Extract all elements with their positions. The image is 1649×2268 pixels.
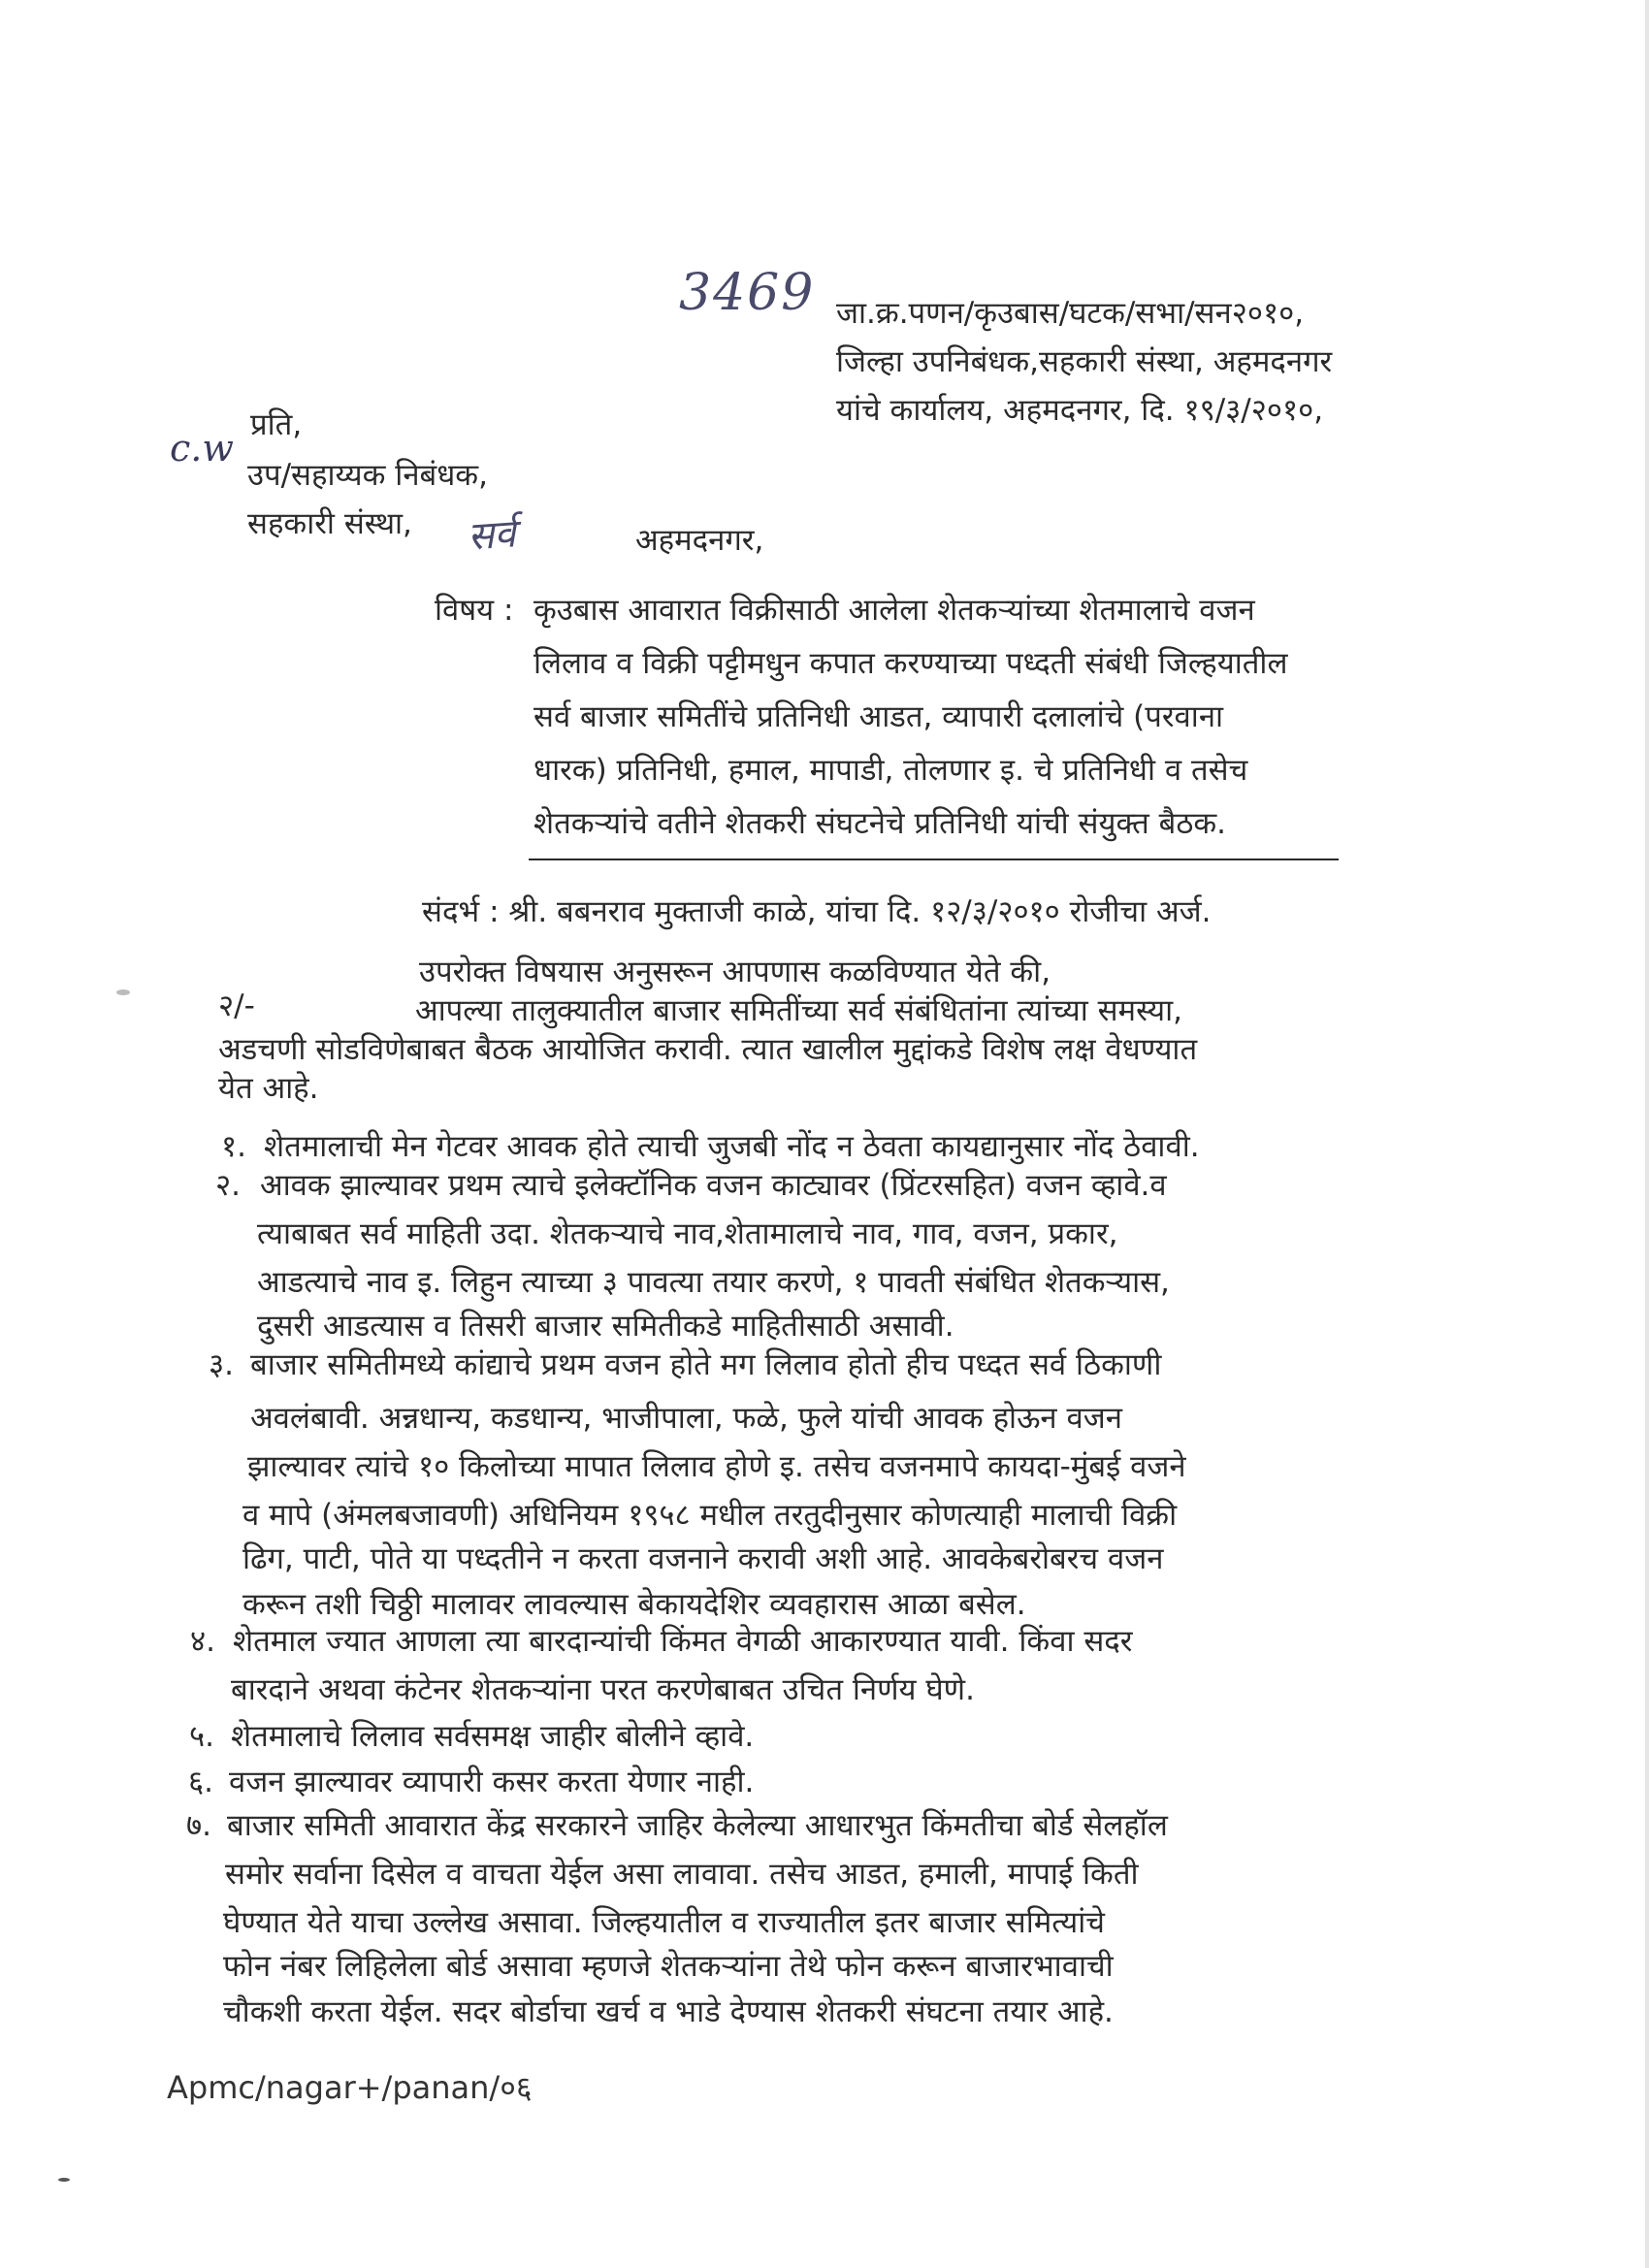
handwritten-inward-number: 3469: [679, 264, 816, 322]
point-number: ७.: [186, 1808, 211, 1843]
subject-line: शेतकऱ्यांचे वतीने शेतकरी संघटनेचे प्रतिनिधी यांची संयुक्त बैठक.: [534, 806, 1226, 841]
point-number: १.: [221, 1129, 246, 1164]
point-line: फोन नंबर लिहिलेला बोर्ड असावा म्हणजे शेतकऱ्यांना तेथे फोन करून बाजारभावाची: [223, 1949, 1114, 1984]
point-number: ६.: [188, 1765, 213, 1799]
point-line: करून तशी चिठ्ठी मालावर लावल्यास बेकायदेशिर व्यवहारास आळा बसेल.: [242, 1587, 1026, 1622]
point-number: ५.: [189, 1719, 214, 1754]
point-line: त्याबाबत सर्व माहिती उदा. शेतकऱ्याचे नाव,शेतामालाचे नाव, गाव, वजन, प्रकार,: [257, 1216, 1118, 1251]
recipient-city: अहमदनगर,: [635, 523, 764, 558]
point-line: दुसरी आडत्यास व तिसरी बाजार समितीकडे माहितीसाठी असावी.: [257, 1309, 954, 1344]
point-number: ४.: [190, 1624, 215, 1659]
point-line: बाजार समिती आवारात केंद्र सरकारने जाहिर केलेल्या आधारभुत किंमतीचा बोर्ड सेलहॉल: [227, 1808, 1168, 1843]
para2-line: अडचणी सोडविणेबाबत बैठक आयोजित करावी. त्यात खालील मुद्दांकडे विशेष लक्ष वेधण्यात: [218, 1032, 1198, 1067]
subject-line: धारक) प्रतिनिधी, हमाल, मापाडी, तोलणार इ. चे प्रतिनिधी व तसेच: [534, 753, 1248, 788]
subject-line: लिलाव व विक्री पट्टीमधुन कपात करण्याच्या पध्दती संबंधी जिल्हयातील: [534, 646, 1288, 681]
recipient-to: प्रति,: [250, 407, 303, 442]
scan-speck: [116, 989, 130, 995]
point-line: बारदाने अथवा कंटेनर शेतकऱ्यांना परत करणेबाबत उचित निर्णय घेणे.: [231, 1672, 975, 1707]
point-line: झाल्यावर त्यांचे १० किलोच्या मापात लिलाव होणे इ. तसेच वजनमापे कायदा-मुंबई वजने: [247, 1449, 1186, 1484]
subject-line: सर्व बाजार समितींचे प्रतिनिधी आडत, व्यापारी दलालांचे (परवाना: [534, 699, 1224, 734]
point-line: व मापे (अंमलबजावणी) अधिनियम १९५८ मधील तरतुदीनुसार कोणत्याही मालाची विक्री: [242, 1498, 1178, 1533]
para2-number: २/-: [218, 988, 255, 1023]
point-line: चौकशी करता येईल. सदर बोर्डाचा खर्च व भाडे देण्यास शेतकरी संघटना तयार आहे.: [223, 1994, 1114, 2029]
subject-underline: [529, 859, 1339, 860]
footer-file-code: Apmc/nagar+/panan/०६: [167, 2069, 533, 2106]
point-line: ढिग, पाटी, पोते या पध्दतीने न करता वजनाने करावी अशी आहे. आवकेबरोबरच वजन: [242, 1541, 1164, 1576]
para2-line: येत आहे.: [218, 1071, 319, 1106]
recipient-line2: सहकारी संस्था,: [247, 506, 412, 541]
point-number: ३.: [209, 1347, 234, 1382]
point-line: वजन झाल्यावर व्यापारी कसर करता येणार नाही.: [229, 1765, 755, 1799]
point-line: शेतमालाची मेन गेटवर आवक होते त्याची जुजबी नोंद न ठेवता कायद्यानुसार नोंद ठेवावी.: [264, 1129, 1200, 1164]
header-office: जिल्हा उपनिबंधक,सहकारी संस्था, अहमदनगर: [836, 344, 1333, 379]
header-ref-number: जा.क्र.पणन/कृउबास/घटक/सभा/सन२०१०,: [836, 296, 1305, 331]
reference-line: संदर्भ : श्री. बबनराव मुक्ताजी काळे, यांचा दि. १२/३/२०१० रोजीचा अर्ज.: [422, 894, 1212, 929]
intro-line: उपरोक्त विषयास अनुसरून आपणास कळविण्यात येते की,: [419, 955, 1051, 989]
point-number: २.: [215, 1168, 241, 1203]
point-line: अवलंबावी. अन्नधान्य, कडधान्य, भाजीपाला, फळे, फुले यांची आवक होऊन वजन: [250, 1401, 1122, 1436]
scan-speck: [58, 2178, 70, 2182]
point-line: बाजार समितीमध्ये कांद्याचे प्रथम वजन होते मग लिलाव होतो हीच पध्दत सर्व ठिकाणी: [250, 1347, 1162, 1382]
recipient-line1: उप/सहाय्यक निबंधक,: [247, 458, 488, 493]
header-date: यांचे कार्यालय, अहमदनगर, दि. १९/३/२०१०,: [836, 393, 1324, 428]
point-line: शेतमाल ज्यात आणला त्या बारदान्यांची किंमत वेगळी आकारण्यात यावी. किंवा सदर: [233, 1624, 1133, 1659]
para2-line: आपल्या तालुक्यातील बाजार समितींच्या सर्व संबंधितांना त्यांच्या समस्या,: [415, 993, 1182, 1028]
point-line: आडत्याचे नाव इ. लिहुन त्याच्या ३ पावत्या तयार करणे, १ पावती संबंधित शेतकऱ्यास,: [257, 1265, 1170, 1300]
handwritten-sarva: सर्व: [466, 511, 517, 560]
point-line: आवक झाल्यावर प्रथम त्याचे इलेक्टॉनिक वजन काट्यावर (प्रिंटरसहित) वजन व्हावे.व: [260, 1168, 1167, 1203]
handwritten-mark: c.w: [170, 427, 234, 470]
subject-label: विषय :: [435, 593, 514, 628]
point-line: शेतमालाचे लिलाव सर्वसमक्ष जाहीर बोलीने व्हावे.: [231, 1719, 755, 1754]
scan-edge: [1645, 0, 1649, 2268]
point-line: समोर सर्वाना दिसेल व वाचता येईल असा लावावा. तसेच आडत, हमाली, मापाई किती: [225, 1857, 1139, 1892]
subject-line: कृउबास आवारात विक्रीसाठी आलेला शेतकऱ्यांच्या शेतमालाचे वजन: [534, 593, 1255, 628]
point-line: घेण्यात येते याचा उल्लेख असावा. जिल्हयातील व राज्यातील इतर बाजार समित्यांचे: [223, 1905, 1105, 1940]
